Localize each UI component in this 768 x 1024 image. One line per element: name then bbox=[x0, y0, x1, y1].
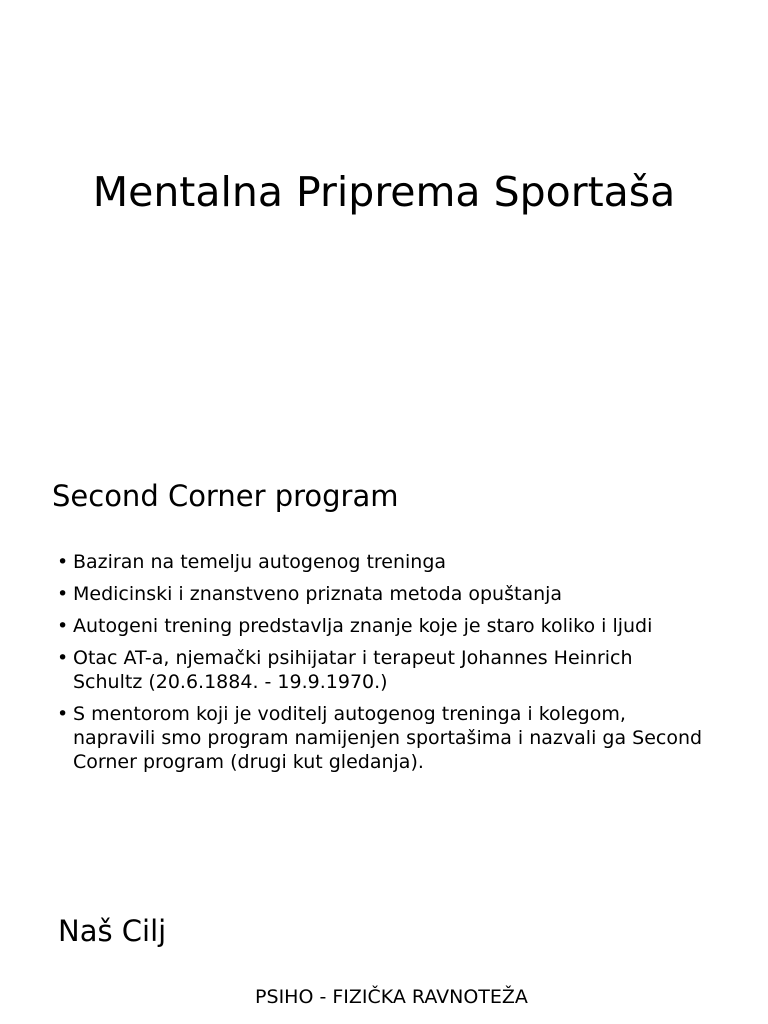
bullet-icon: • bbox=[57, 615, 69, 637]
bullet-text: Autogeni trening predstavlja znanje koje je staro koliko i ljudi bbox=[73, 615, 653, 637]
bullet-icon: • bbox=[57, 583, 69, 605]
bullet-item bbox=[57, 646, 707, 694]
bullet-list bbox=[57, 550, 707, 782]
bullet-item bbox=[57, 702, 707, 774]
bullet-text: Otac AT-a, njemački psihijatar i terapeut Johannes Heinrich Schultz (20.6.1884. - 19.9.1970.) bbox=[73, 647, 633, 693]
bullet-text: Baziran na temelju autogenog treninga bbox=[73, 551, 447, 573]
goal-heading: Naš Cilj bbox=[58, 914, 167, 948]
bullet-icon: • bbox=[57, 551, 69, 573]
goal-subtitle: PSIHO - FIZIČKA RAVNOTEŽA bbox=[255, 986, 528, 1008]
bullet-text: Medicinski i znanstveno priznata metoda opuštanja bbox=[73, 583, 563, 605]
section-heading: Second Corner program bbox=[52, 479, 399, 513]
bullet-icon: • bbox=[57, 647, 69, 669]
bullet-item bbox=[57, 614, 707, 638]
bullet-text: S mentorom koji je voditelj autogenog treninga i kolegom, napravili smo program namijenjen sportašima i nazvali ga Second Corner program (drugi kut gledanja). bbox=[73, 703, 703, 773]
bullet-icon: • bbox=[57, 703, 69, 725]
bullet-item bbox=[57, 582, 707, 606]
bullet-item bbox=[57, 550, 707, 574]
page-title: Mentalna Priprema Sportaša bbox=[92, 168, 676, 216]
